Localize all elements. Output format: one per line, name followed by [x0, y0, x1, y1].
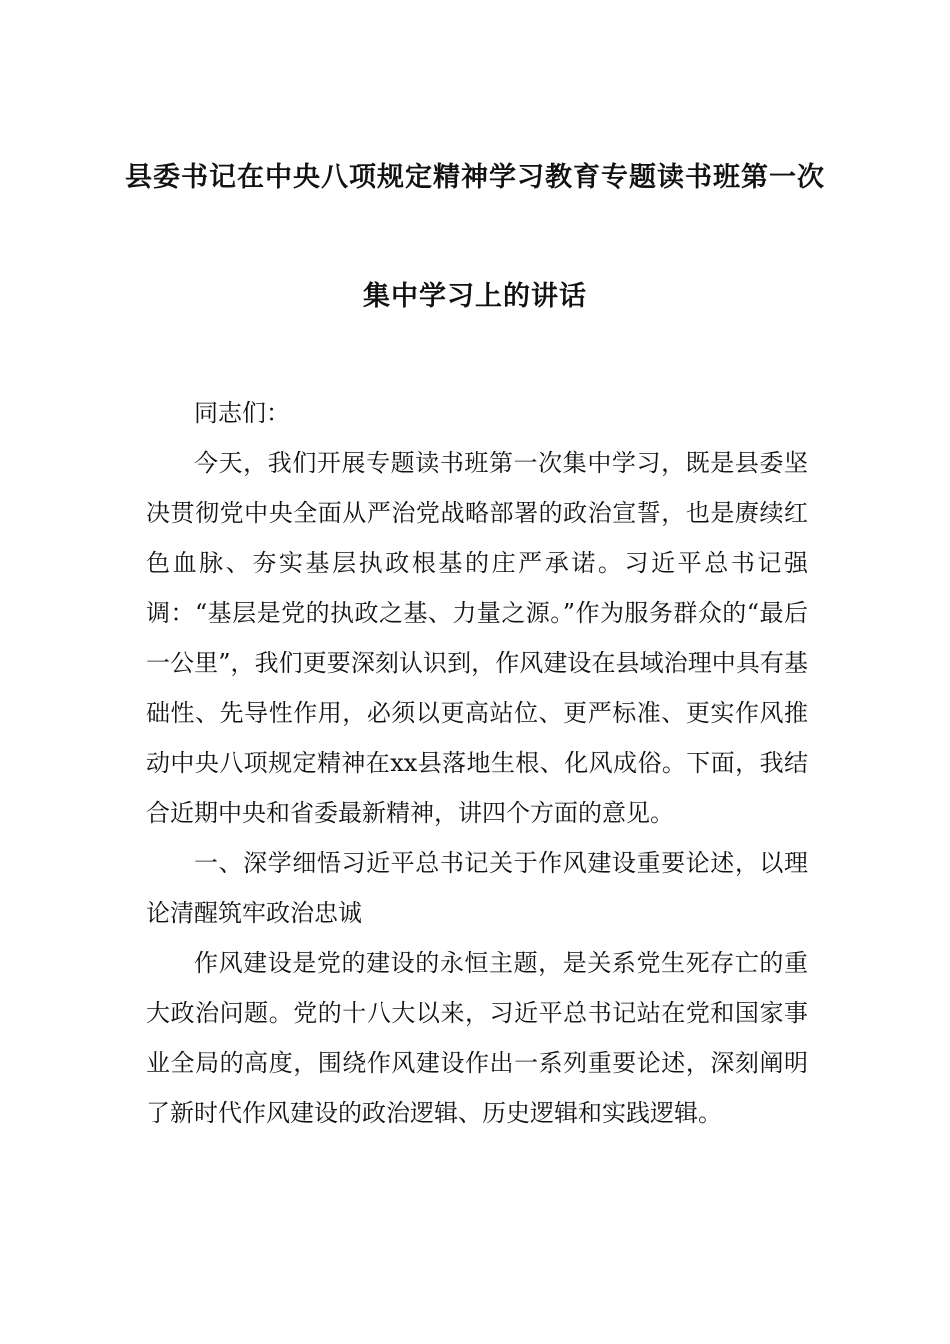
salutation: 同志们： [194, 399, 290, 427]
document-title-line-2: 集中学习上的讲话 [363, 281, 587, 312]
paragraph-section-1: 作风建设是党的建设的永恒主题，是关系党生死存亡的重大政治问题。党的十八大以来，习近平总书记站在党和国家事业全局的高度，围绕作风建设作出一系列重要论述，深刻阐明了新时代作风建设的政治逻辑、历史逻辑和实践逻辑。 [146, 949, 808, 1127]
document-body [146, 388, 808, 1138]
section-heading-1: 一、深学细悟习近平总书记关于作风建设重要论述，以理论清醒筑牢政治忠诚 [146, 849, 808, 927]
document-title-line-1: 县委书记在中央八项规定精神学习教育专题读书班第一次 [125, 162, 825, 193]
paragraph-intro: 今天，我们开展专题读书班第一次集中学习，既是县委坚决贯彻党中央全面从严治党战略部署的政治宣誓，也是赓续红色血脉、夯实基层执政根基的庄严承诺。习近平总书记强调：“基层是党的执政之基、力量之源。”作为服务群众的“最后一公里”，我们更要深刻认识到，作风建设在县域治理中具有基础性、先导性作用，必须以更高站位、更严标准、更实作风推动中央八项规定精神在xx县落地生根、化风成俗。下面，我结合近期中央和省委最新精神，讲四个方面的意见。 [146, 449, 808, 827]
